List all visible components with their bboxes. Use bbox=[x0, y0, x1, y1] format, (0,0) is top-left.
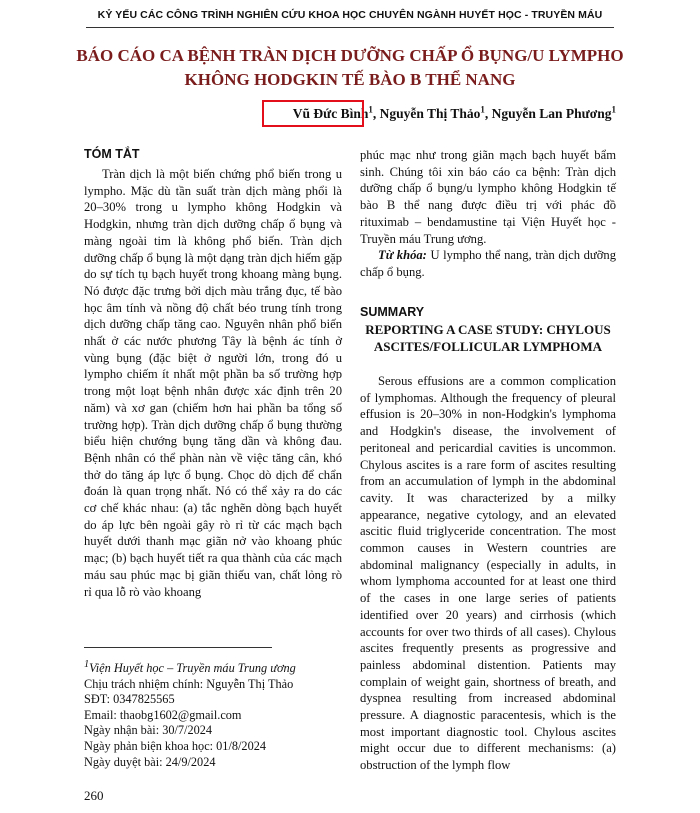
title-line-1: BÁO CÁO CA BỆNH TRÀN DỊCH DƯỠNG CHẤP Ổ BỤNG/U LYMPHO bbox=[76, 46, 624, 65]
footnote-rule bbox=[84, 647, 272, 648]
author-3: Nguyễn Lan Phương$^1$ bbox=[491, 104, 616, 121]
author-1: Vũ Đức Bình$^1$, bbox=[292, 104, 380, 121]
keywords bbox=[360, 247, 616, 280]
running-header: KỶ YẾU CÁC CÔNG TRÌNH NGHIÊN CỨU KHOA HỌC CHUYÊN NGÀNH HUYẾT HỌC - TRUYỀN MÁU bbox=[97, 9, 603, 21]
summary-heading: SUMMARY bbox=[360, 305, 425, 319]
abstract-continuation-vi bbox=[360, 147, 616, 281]
abstract-continuation-text: phúc mạc như trong giãn mạch bạch huyết bẩm sinh. Chúng tôi xin báo cáo ca bệnh: Tràn dịch dưỡng chấp ổ bụng/u lympho không Hodgkin tế bào B thể nang được điều trị với phác đồ rituximab – bendamustine tại Viện Huyết học - Truyền máu Trung ương. bbox=[360, 148, 616, 246]
summary-title: REPORTING A CASE STUDY: CHYLOUS ASCITES/FOLLICULAR LYMPHOMA bbox=[365, 322, 611, 354]
author-highlight-box bbox=[262, 100, 364, 127]
abstract-paragraph-vi: Tràn dịch là một biến chứng phổ biến trong u lympho. Mặc dù tần suất tràn dịch màng phổi là 20–30% trong u lympho không Hodgkin và Hodgkin, nhưng tràn dịch dưỡng chấp ổ bụng và màng ngoài tim là không phổ biến. Tràn dịch dưỡng chấp ổ bụng là một dạng tràn dịch hiếm gặp do sự tích tụ bạch huyết trong khoang màng bụng. Nó được đặc trưng bởi dịch màu trắng đục, tế bào học âm tính và nồng độ chất béo trung tính trong dịch dưỡng chấp tăng cao. Nguyên nhân phổ biến nhất ở các nước phương Tây là bệnh ác tính ở vùng bụng (đặc biệt ở người lớn, trong đó u lympho chiếm ít nhất một phần ba số trường hợp trong một loạt bệnh nhân được xác định trên 20 năm) và xơ gan (chiếm hơn hai phần ba tổng số trường hợp). Tràn dịch dưỡng chấp ổ bụng thường biểu hiện chướng bụng tăng dần và không đau. Bệnh nhân có thể phàn nàn về việc tăng cân, khó thở do tăng áp lực ổ bụng. Chọc dò dịch để chẩn đoán là quan trọng nhất. Nó có thể xảy ra do các cơ chế khác nhau: (a) tắc nghẽn dòng bạch huyết do áp lực bên ngoài gây rò rỉ từ các mạch bạch huyết dưới thanh mạc giãn nở vào khoang phúc mạc; (b) bạch huyết tiết ra qua thành của các mạch máu sau phúc mạc bị giãn thiếu van, chất lỏng rò rỉ qua lỗ rò vào khoang bbox=[84, 167, 342, 599]
page-number: 260 bbox=[84, 788, 104, 803]
footnote-accepted: Ngày duyệt bài: 24/9/2024 bbox=[84, 754, 216, 769]
keywords-text: U lympho thể nang, tràn dịch dưỡng chấp ổ bụng. bbox=[360, 248, 616, 279]
author-2: Nguyễn Thị Thảo$^1$, bbox=[379, 104, 492, 121]
footnote-affiliation: $^1$Viện Huyết học – Truyền máu Trung ương bbox=[84, 659, 296, 676]
footnote-phone: SĐT: 0347825565 bbox=[84, 692, 175, 707]
summary-body bbox=[360, 373, 616, 774]
paper-title bbox=[60, 44, 640, 92]
footnote-email: Email: thaobg1602@gmail.com bbox=[84, 707, 242, 722]
abstract-heading-vi: TÓM TẮT bbox=[84, 147, 140, 161]
footnotes bbox=[84, 657, 354, 770]
abstract-body-vi bbox=[84, 166, 342, 600]
footnote-reviewed: Ngày phản biện khoa học: 01/8/2024 bbox=[84, 739, 267, 754]
footnote-corresponding: Chịu trách nhiệm chính: Nguyễn Thị Thảo bbox=[84, 676, 294, 691]
title-line-2: KHÔNG HODGKIN TẾ BÀO B THỂ NANG bbox=[184, 70, 516, 89]
header-rule bbox=[86, 27, 614, 28]
keywords-label: Từ khóa: bbox=[378, 248, 427, 263]
footnote-received: Ngày nhận bài: 30/7/2024 bbox=[84, 723, 213, 738]
summary-paragraph: Serous effusions are a common complication of lymphomas. Although the frequency of pleural effusion is 20–30% in non-Hodgkin's lymphoma and Hodgkin's disease, the involvement of peritoneal and pericardial cavities is uncommon. Chylous ascites is a rare form of ascites resulting from an accumulation of lymph in the abdominal cavity. It was characterized by a milky appearance, negative cytology, and an elevated ascitic fluid triglyceride concentration. The most common causes in Western countries are abdominal malignancy (especially in adults, in whom lymphoma accounted for at least one third of the cases in one large series of patients identified over 20 years) and cirrhosis (which accounts for over two thirds of all cases). Chylous ascites frequently presents as progressive and painless abdominal distention. Patients may complain of weight gain, shortness of breath, and dyspnea resulting from increased abdominal pressure. A diagnostic paracentesis, which is the most important diagnostic tool. Chylous ascites might occur due to different mechanisms: (a) obstruction of the lymph flow bbox=[360, 374, 616, 773]
